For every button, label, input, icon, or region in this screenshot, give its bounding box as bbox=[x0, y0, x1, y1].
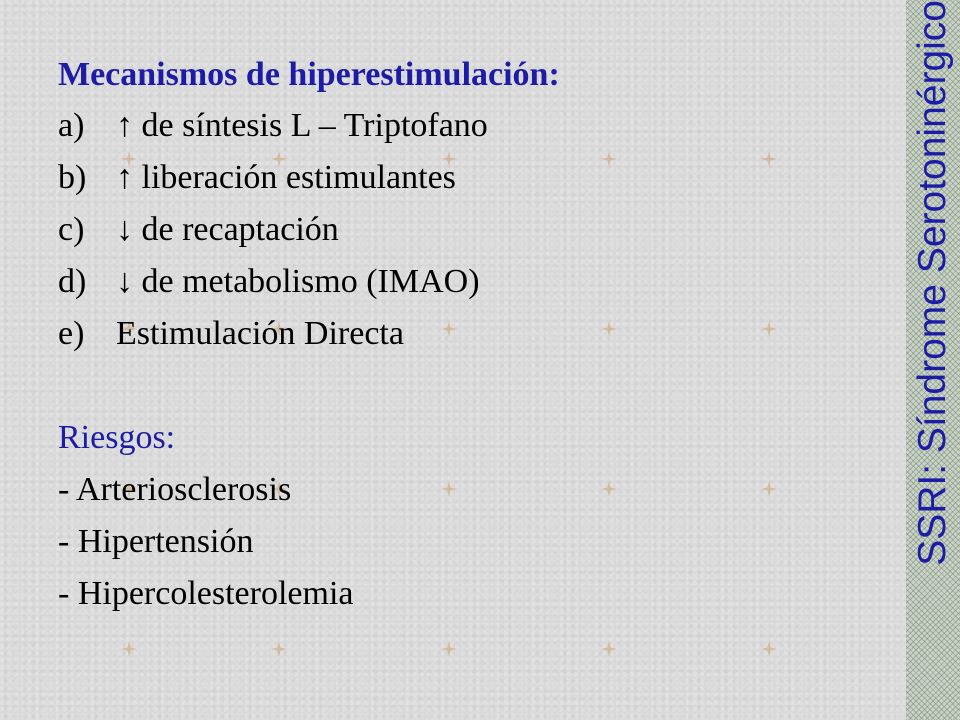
mechanism-item-letter: a) bbox=[58, 107, 85, 144]
mechanism-item-text: ↓ de recaptación bbox=[116, 211, 339, 248]
decorative-flourish-icon bbox=[270, 640, 288, 658]
mechanism-item bbox=[58, 256, 878, 308]
vertical-slide-title: SSRI: Síndrome Serotoninérgico bbox=[911, 0, 954, 566]
section-spacer bbox=[58, 360, 878, 412]
mechanism-item bbox=[58, 204, 878, 256]
mechanism-item-text: ↑ de síntesis L – Triptofano bbox=[116, 107, 488, 144]
risk-item: - Arteriosclerosis bbox=[58, 471, 292, 508]
decorative-flourish-icon bbox=[440, 640, 458, 658]
decorative-flourish-icon bbox=[600, 640, 618, 658]
risk-item: - Hipertensión bbox=[58, 523, 254, 560]
mechanism-item bbox=[58, 152, 878, 204]
mechanism-item-letter: e) bbox=[58, 315, 85, 352]
mechanism-item bbox=[58, 308, 878, 360]
decorative-flourish-icon bbox=[120, 640, 138, 658]
mechanism-item-letter: b) bbox=[58, 159, 87, 196]
slide-content bbox=[58, 50, 878, 620]
mechanism-item bbox=[58, 100, 878, 152]
mechanism-item-letter: d) bbox=[58, 263, 87, 300]
risks-heading: Riesgos: bbox=[58, 419, 176, 456]
mechanism-item-letter: c) bbox=[58, 211, 85, 248]
mechanisms-heading: Mecanismos de hiperestimulación: bbox=[58, 56, 560, 93]
risk-item: - Hipercolesterolemia bbox=[58, 575, 354, 612]
mechanism-item-text: ↑ liberación estimulantes bbox=[116, 159, 456, 196]
decorative-flourish-icon bbox=[760, 640, 778, 658]
mechanism-item-text: ↓ de metabolismo (IMAO) bbox=[116, 263, 480, 300]
mechanism-item-text: Estimulación Directa bbox=[116, 315, 404, 352]
